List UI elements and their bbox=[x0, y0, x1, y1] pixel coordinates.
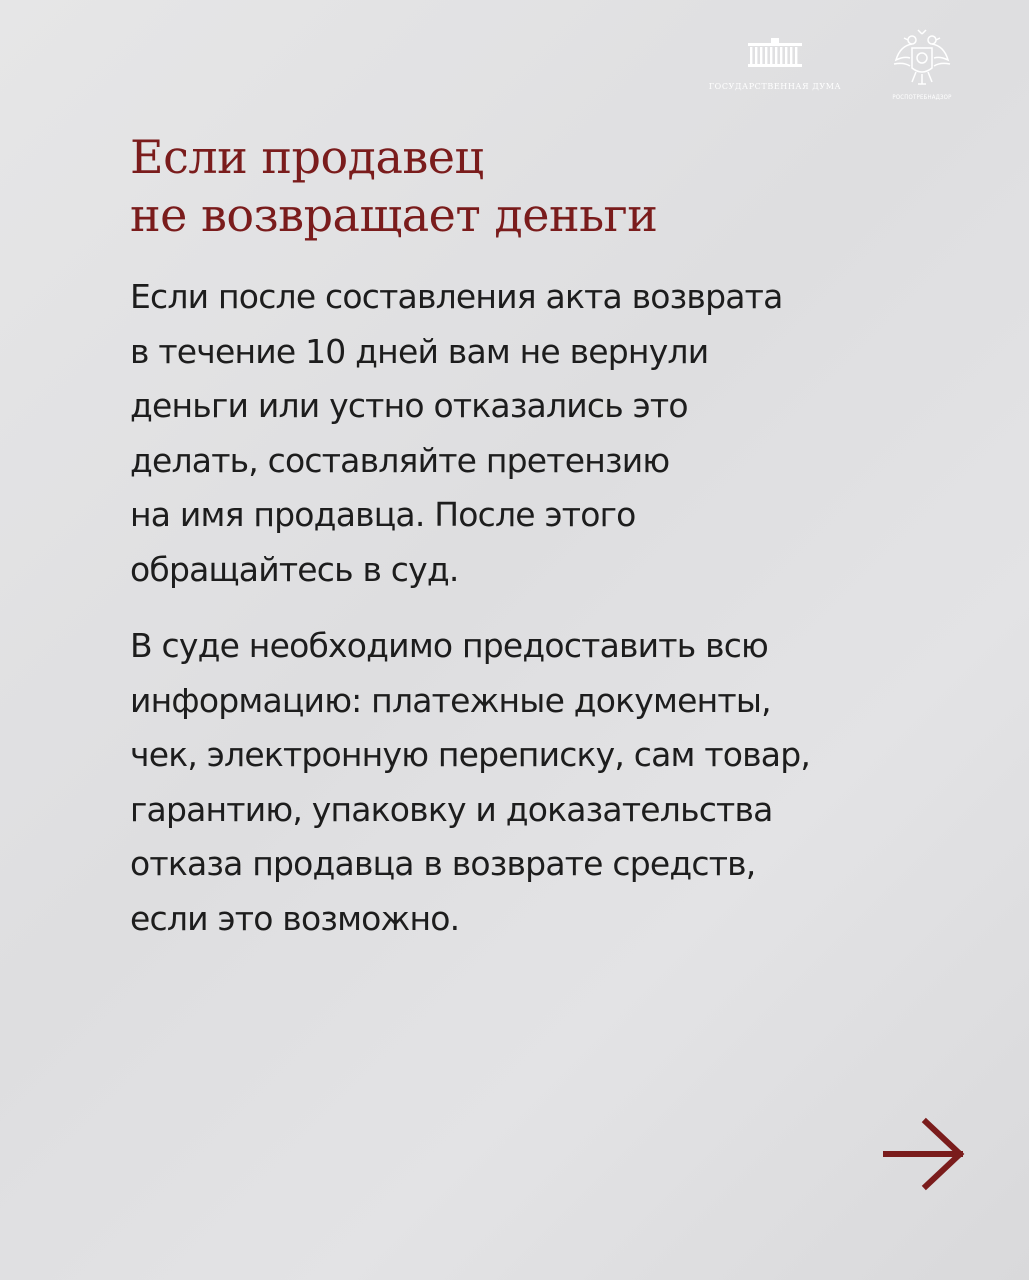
text-line: на имя продавца. После этого bbox=[130, 495, 636, 534]
double-headed-eagle-icon bbox=[890, 28, 954, 90]
duma-logo bbox=[680, 38, 870, 91]
rospotrebnadzor-logo bbox=[881, 28, 963, 101]
title-line: не возвращает деньги bbox=[130, 188, 658, 242]
page-title bbox=[130, 128, 657, 244]
duma-label: ГОСУДАРСТВЕННАЯ ДУМА bbox=[708, 82, 842, 91]
next-button[interactable] bbox=[880, 1116, 970, 1192]
text-line: обращайтесь в суд. bbox=[130, 549, 459, 589]
text-line: делать, составляйте претензию bbox=[130, 440, 670, 480]
arrow-right-icon bbox=[880, 1116, 970, 1192]
paragraph-claim bbox=[130, 270, 980, 597]
body-text bbox=[130, 270, 980, 968]
text-line: если это возможно. bbox=[130, 898, 460, 938]
text-line: отказа продавца в возврате средств, bbox=[130, 844, 756, 883]
rpn-label: РОСПОТРЕБНАДЗОР bbox=[892, 94, 952, 101]
paragraph-court bbox=[130, 619, 980, 946]
text-line: чек, электронную переписку, сам товар, bbox=[130, 735, 811, 774]
title-line: Если продавец bbox=[130, 130, 484, 184]
text-line: деньги или устно отказались это bbox=[130, 386, 688, 425]
text-line: В суде необходимо предоставить всю bbox=[130, 626, 769, 665]
text-line: Если после составления акта возврата bbox=[130, 277, 783, 316]
text-line: информацию: платежные документы, bbox=[130, 680, 771, 720]
text-line: гарантию, упаковку и доказательства bbox=[130, 789, 773, 829]
text-line: в течение 10 дней вам не вернули bbox=[130, 331, 709, 371]
duma-building-icon bbox=[747, 38, 803, 68]
header-logos bbox=[663, 28, 963, 118]
